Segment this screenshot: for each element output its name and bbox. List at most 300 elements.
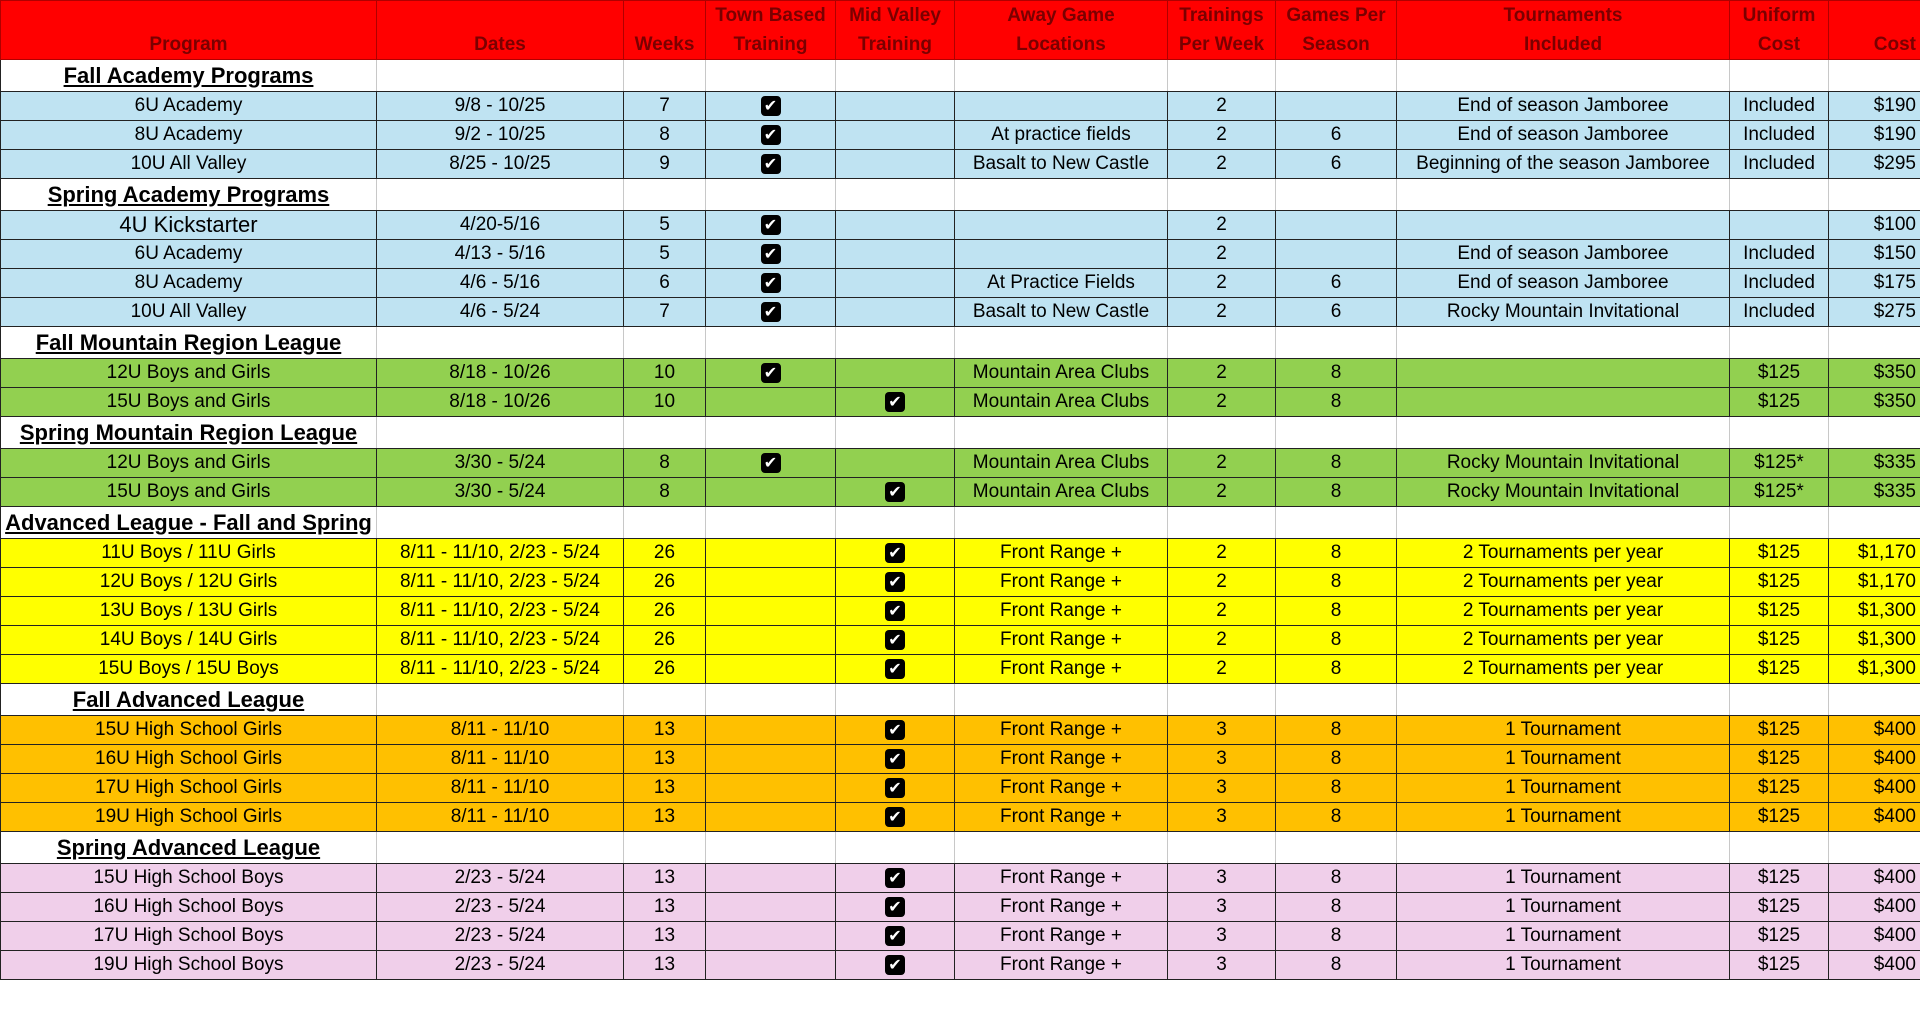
away-cell: Front Range + <box>955 864 1168 893</box>
mid-cell <box>836 864 955 893</box>
section-empty-cell <box>1168 327 1276 359</box>
table-row <box>1 922 1920 951</box>
cost-cell: $400 <box>1829 864 1920 893</box>
away-cell: Front Range + <box>955 893 1168 922</box>
program-cell: 8U Academy <box>1 269 377 298</box>
weeks-cell: 9 <box>624 150 706 179</box>
town-cell <box>706 655 836 684</box>
town-cell <box>706 893 836 922</box>
section-empty-cell <box>624 179 706 211</box>
away-cell: Front Range + <box>955 745 1168 774</box>
mid-cell <box>836 388 955 417</box>
checkbox-checked-icon: ✔ <box>885 543 905 563</box>
mid-cell <box>836 803 955 832</box>
checkbox-checked-icon: ✔ <box>885 749 905 769</box>
away-cell: Mountain Area Clubs <box>955 449 1168 478</box>
cost-cell: $275 <box>1829 298 1920 327</box>
section-empty-cell <box>624 832 706 864</box>
away-cell: Front Range + <box>955 597 1168 626</box>
uniform-cell: Included <box>1730 150 1829 179</box>
tournaments-cell: Rocky Mountain Invitational <box>1397 449 1730 478</box>
away-cell: At practice fields <box>955 121 1168 150</box>
tournaments-cell: 2 Tournaments per year <box>1397 655 1730 684</box>
dates-cell: 8/18 - 10/26 <box>377 388 624 417</box>
mid-cell <box>836 893 955 922</box>
weeks-cell: 26 <box>624 655 706 684</box>
header-program: Program <box>1 1 377 60</box>
section-empty-cell <box>1168 832 1276 864</box>
games-cell: 8 <box>1276 951 1397 980</box>
section-empty-cell <box>1397 507 1730 539</box>
section-empty-cell <box>1276 179 1397 211</box>
program-cell: 13U Boys / 13U Girls <box>1 597 377 626</box>
tournaments-cell: End of season Jamboree <box>1397 269 1730 298</box>
games-cell: 8 <box>1276 626 1397 655</box>
games-cell: 8 <box>1276 803 1397 832</box>
dates-cell: 8/11 - 11/10 <box>377 745 624 774</box>
section-empty-cell <box>1168 684 1276 716</box>
cost-cell: $335 <box>1829 478 1920 507</box>
games-cell: 8 <box>1276 597 1397 626</box>
checkbox-checked-icon: ✔ <box>761 302 781 322</box>
mid-cell <box>836 922 955 951</box>
mid-cell <box>836 359 955 388</box>
program-cell: 12U Boys and Girls <box>1 449 377 478</box>
away-cell: Mountain Area Clubs <box>955 388 1168 417</box>
cost-cell: $1,300 <box>1829 626 1920 655</box>
cost-cell: $295 <box>1829 150 1920 179</box>
mid-cell <box>836 121 955 150</box>
away-cell: Front Range + <box>955 774 1168 803</box>
program-cell: 12U Boys / 12U Girls <box>1 568 377 597</box>
cost-cell: $400 <box>1829 774 1920 803</box>
checkbox-checked-icon: ✔ <box>885 572 905 592</box>
table-row <box>1 774 1920 803</box>
mid-cell <box>836 449 955 478</box>
mid-cell <box>836 150 955 179</box>
mid-cell <box>836 655 955 684</box>
section-title: Fall Mountain Region League <box>1 327 377 359</box>
section-title: Advanced League - Fall and Spring <box>1 507 377 539</box>
program-cell: 4U Kickstarter <box>1 211 377 240</box>
section-empty-cell <box>836 60 955 92</box>
section-empty-cell <box>624 684 706 716</box>
table-row <box>1 269 1920 298</box>
dates-cell: 8/18 - 10/26 <box>377 359 624 388</box>
trainings-cell: 2 <box>1168 359 1276 388</box>
section-empty-cell <box>377 417 624 449</box>
weeks-cell: 13 <box>624 951 706 980</box>
uniform-cell: $125 <box>1730 626 1829 655</box>
uniform-cell: $125 <box>1730 774 1829 803</box>
header-dates: Dates <box>377 1 624 60</box>
games-cell <box>1276 92 1397 121</box>
section-empty-cell <box>1168 60 1276 92</box>
table-row <box>1 597 1920 626</box>
tournaments-cell: 2 Tournaments per year <box>1397 539 1730 568</box>
games-cell: 8 <box>1276 568 1397 597</box>
section-empty-cell <box>706 507 836 539</box>
section-header-row <box>1 417 1920 449</box>
weeks-cell: 6 <box>624 269 706 298</box>
uniform-cell: $125 <box>1730 388 1829 417</box>
header-weeks: Weeks <box>624 1 706 60</box>
town-cell <box>706 922 836 951</box>
section-empty-cell <box>1276 832 1397 864</box>
section-empty-cell <box>1829 417 1920 449</box>
checkbox-checked-icon: ✔ <box>761 244 781 264</box>
games-cell <box>1276 211 1397 240</box>
header-cost: Cost <box>1829 1 1920 60</box>
program-cell: 15U Boys / 15U Boys <box>1 655 377 684</box>
cost-cell: $350 <box>1829 359 1920 388</box>
checkbox-checked-icon: ✔ <box>885 630 905 650</box>
town-cell <box>706 745 836 774</box>
town-cell <box>706 568 836 597</box>
trainings-cell: 2 <box>1168 568 1276 597</box>
section-empty-cell <box>1168 507 1276 539</box>
games-cell <box>1276 240 1397 269</box>
section-empty-cell <box>1276 327 1397 359</box>
uniform-cell: $125 <box>1730 745 1829 774</box>
section-empty-cell <box>377 507 624 539</box>
uniform-cell: Included <box>1730 92 1829 121</box>
games-cell: 8 <box>1276 388 1397 417</box>
mid-cell <box>836 745 955 774</box>
away-cell: Front Range + <box>955 922 1168 951</box>
tournaments-cell: 1 Tournament <box>1397 893 1730 922</box>
section-empty-cell <box>955 417 1168 449</box>
dates-cell: 4/6 - 5/24 <box>377 298 624 327</box>
town-cell <box>706 150 836 179</box>
dates-cell: 9/2 - 10/25 <box>377 121 624 150</box>
program-cell: 10U All Valley <box>1 298 377 327</box>
section-empty-cell <box>836 179 955 211</box>
program-cell: 15U High School Boys <box>1 864 377 893</box>
uniform-cell: $125 <box>1730 864 1829 893</box>
table-row <box>1 951 1920 980</box>
uniform-cell: Included <box>1730 240 1829 269</box>
section-empty-cell <box>1276 507 1397 539</box>
away-cell: Front Range + <box>955 626 1168 655</box>
tournaments-cell: 1 Tournament <box>1397 864 1730 893</box>
dates-cell: 8/11 - 11/10, 2/23 - 5/24 <box>377 539 624 568</box>
section-empty-cell <box>377 832 624 864</box>
town-cell <box>706 716 836 745</box>
program-cell: 14U Boys / 14U Girls <box>1 626 377 655</box>
away-cell: Front Range + <box>955 716 1168 745</box>
program-cell: 16U High School Girls <box>1 745 377 774</box>
header-games-per-season: Games Per Season <box>1276 1 1397 60</box>
dates-cell: 2/23 - 5/24 <box>377 893 624 922</box>
section-empty-cell <box>624 60 706 92</box>
cost-cell: $100 <box>1829 211 1920 240</box>
tournaments-cell <box>1397 211 1730 240</box>
program-cell: 16U High School Boys <box>1 893 377 922</box>
games-cell: 8 <box>1276 922 1397 951</box>
games-cell: 8 <box>1276 539 1397 568</box>
cost-cell: $190 <box>1829 92 1920 121</box>
uniform-cell: $125 <box>1730 568 1829 597</box>
section-empty-cell <box>377 60 624 92</box>
program-cell: 8U Academy <box>1 121 377 150</box>
weeks-cell: 26 <box>624 626 706 655</box>
cost-cell: $400 <box>1829 951 1920 980</box>
trainings-cell: 3 <box>1168 893 1276 922</box>
section-empty-cell <box>955 179 1168 211</box>
away-cell: Front Range + <box>955 568 1168 597</box>
dates-cell: 8/11 - 11/10, 2/23 - 5/24 <box>377 568 624 597</box>
town-cell <box>706 449 836 478</box>
cost-cell: $1,300 <box>1829 597 1920 626</box>
section-empty-cell <box>955 60 1168 92</box>
section-empty-cell <box>624 507 706 539</box>
section-empty-cell <box>377 179 624 211</box>
section-empty-cell <box>836 417 955 449</box>
mid-cell <box>836 951 955 980</box>
checkbox-checked-icon: ✔ <box>761 273 781 293</box>
town-cell <box>706 539 836 568</box>
section-empty-cell <box>1397 684 1730 716</box>
section-empty-cell <box>1397 417 1730 449</box>
away-cell <box>955 92 1168 121</box>
table-row <box>1 449 1920 478</box>
away-cell: Front Range + <box>955 539 1168 568</box>
section-empty-cell <box>1397 179 1730 211</box>
program-cell: 19U High School Girls <box>1 803 377 832</box>
section-empty-cell <box>1730 832 1829 864</box>
games-cell: 8 <box>1276 359 1397 388</box>
tournaments-cell: 1 Tournament <box>1397 745 1730 774</box>
section-empty-cell <box>706 60 836 92</box>
section-empty-cell <box>1829 179 1920 211</box>
cost-cell: $175 <box>1829 269 1920 298</box>
section-empty-cell <box>955 507 1168 539</box>
dates-cell: 2/23 - 5/24 <box>377 864 624 893</box>
dates-cell: 8/11 - 11/10 <box>377 803 624 832</box>
dates-cell: 4/13 - 5/16 <box>377 240 624 269</box>
section-empty-cell <box>1829 507 1920 539</box>
weeks-cell: 8 <box>624 478 706 507</box>
tournaments-cell: 2 Tournaments per year <box>1397 568 1730 597</box>
program-cell: 12U Boys and Girls <box>1 359 377 388</box>
header-tournaments-included: Tournaments Included <box>1397 1 1730 60</box>
tournaments-cell: Beginning of the season Jamboree <box>1397 150 1730 179</box>
dates-cell: 2/23 - 5/24 <box>377 951 624 980</box>
town-cell <box>706 388 836 417</box>
program-cell: 15U Boys and Girls <box>1 388 377 417</box>
table-row <box>1 240 1920 269</box>
weeks-cell: 8 <box>624 121 706 150</box>
checkbox-checked-icon: ✔ <box>885 868 905 888</box>
town-cell <box>706 597 836 626</box>
section-empty-cell <box>1829 60 1920 92</box>
away-cell: Mountain Area Clubs <box>955 359 1168 388</box>
section-empty-cell <box>836 507 955 539</box>
uniform-cell: Included <box>1730 298 1829 327</box>
section-empty-cell <box>836 327 955 359</box>
cost-cell: $400 <box>1829 716 1920 745</box>
trainings-cell: 2 <box>1168 388 1276 417</box>
tournaments-cell: 1 Tournament <box>1397 803 1730 832</box>
tournaments-cell: End of season Jamboree <box>1397 92 1730 121</box>
section-empty-cell <box>1829 327 1920 359</box>
dates-cell: 9/8 - 10/25 <box>377 92 624 121</box>
section-empty-cell <box>706 179 836 211</box>
weeks-cell: 5 <box>624 211 706 240</box>
town-cell <box>706 298 836 327</box>
table-row <box>1 211 1920 240</box>
weeks-cell: 5 <box>624 240 706 269</box>
weeks-cell: 26 <box>624 568 706 597</box>
mid-cell <box>836 626 955 655</box>
section-header-row <box>1 832 1920 864</box>
tournaments-cell <box>1397 359 1730 388</box>
section-header-row <box>1 60 1920 92</box>
program-cell: 15U Boys and Girls <box>1 478 377 507</box>
trainings-cell: 2 <box>1168 597 1276 626</box>
games-cell: 8 <box>1276 864 1397 893</box>
trainings-cell: 3 <box>1168 803 1276 832</box>
section-empty-cell <box>1168 179 1276 211</box>
dates-cell: 8/11 - 11/10 <box>377 716 624 745</box>
mid-cell <box>836 211 955 240</box>
section-title: Spring Academy Programs <box>1 179 377 211</box>
section-header-row <box>1 179 1920 211</box>
table-row <box>1 388 1920 417</box>
tournaments-cell <box>1397 388 1730 417</box>
section-empty-cell <box>1276 417 1397 449</box>
weeks-cell: 13 <box>624 716 706 745</box>
mid-cell <box>836 298 955 327</box>
tournaments-cell: 1 Tournament <box>1397 716 1730 745</box>
tournaments-cell: 1 Tournament <box>1397 951 1730 980</box>
dates-cell: 8/11 - 11/10 <box>377 774 624 803</box>
uniform-cell: Included <box>1730 121 1829 150</box>
cost-cell: $1,170 <box>1829 539 1920 568</box>
cost-cell: $400 <box>1829 745 1920 774</box>
games-cell: 8 <box>1276 893 1397 922</box>
weeks-cell: 13 <box>624 922 706 951</box>
table-row <box>1 716 1920 745</box>
section-empty-cell <box>955 832 1168 864</box>
section-empty-cell <box>624 417 706 449</box>
games-cell: 6 <box>1276 269 1397 298</box>
section-title: Fall Academy Programs <box>1 60 377 92</box>
checkbox-checked-icon: ✔ <box>885 897 905 917</box>
section-empty-cell <box>377 684 624 716</box>
table-row <box>1 478 1920 507</box>
cost-cell: $400 <box>1829 922 1920 951</box>
uniform-cell: $125* <box>1730 478 1829 507</box>
away-cell <box>955 240 1168 269</box>
trainings-cell: 2 <box>1168 626 1276 655</box>
town-cell <box>706 240 836 269</box>
games-cell: 8 <box>1276 449 1397 478</box>
weeks-cell: 13 <box>624 745 706 774</box>
trainings-cell: 2 <box>1168 655 1276 684</box>
games-cell: 6 <box>1276 298 1397 327</box>
table-row <box>1 893 1920 922</box>
mid-cell <box>836 774 955 803</box>
table-row <box>1 150 1920 179</box>
tournaments-cell: Rocky Mountain Invitational <box>1397 298 1730 327</box>
tournaments-cell: Rocky Mountain Invitational <box>1397 478 1730 507</box>
dates-cell: 3/30 - 5/24 <box>377 449 624 478</box>
section-empty-cell <box>836 832 955 864</box>
tournaments-cell: 2 Tournaments per year <box>1397 626 1730 655</box>
trainings-cell: 2 <box>1168 269 1276 298</box>
section-empty-cell <box>955 327 1168 359</box>
away-cell: Basalt to New Castle <box>955 298 1168 327</box>
table-row <box>1 92 1920 121</box>
weeks-cell: 13 <box>624 774 706 803</box>
section-empty-cell <box>1829 832 1920 864</box>
town-cell <box>706 864 836 893</box>
section-empty-cell <box>706 684 836 716</box>
section-empty-cell <box>1397 60 1730 92</box>
section-empty-cell <box>624 327 706 359</box>
trainings-cell: 2 <box>1168 539 1276 568</box>
town-cell <box>706 803 836 832</box>
program-cell: 15U High School Girls <box>1 716 377 745</box>
weeks-cell: 13 <box>624 864 706 893</box>
checkbox-checked-icon: ✔ <box>761 96 781 116</box>
dates-cell: 8/11 - 11/10, 2/23 - 5/24 <box>377 597 624 626</box>
mid-cell <box>836 716 955 745</box>
uniform-cell: $125 <box>1730 359 1829 388</box>
town-cell <box>706 359 836 388</box>
section-empty-cell <box>1276 684 1397 716</box>
town-cell <box>706 626 836 655</box>
header-row <box>1 1 1920 60</box>
table-row <box>1 121 1920 150</box>
table-row <box>1 745 1920 774</box>
away-cell <box>955 211 1168 240</box>
trainings-cell: 2 <box>1168 211 1276 240</box>
games-cell: 8 <box>1276 478 1397 507</box>
section-empty-cell <box>1730 327 1829 359</box>
checkbox-checked-icon: ✔ <box>885 807 905 827</box>
section-empty-cell <box>1730 60 1829 92</box>
checkbox-checked-icon: ✔ <box>761 453 781 473</box>
section-empty-cell <box>1397 832 1730 864</box>
section-empty-cell <box>1730 179 1829 211</box>
section-empty-cell <box>1829 684 1920 716</box>
weeks-cell: 10 <box>624 359 706 388</box>
section-empty-cell <box>706 832 836 864</box>
mid-cell <box>836 539 955 568</box>
town-cell <box>706 211 836 240</box>
checkbox-checked-icon: ✔ <box>761 154 781 174</box>
uniform-cell: $125 <box>1730 539 1829 568</box>
uniform-cell: $125 <box>1730 951 1829 980</box>
dates-cell: 3/30 - 5/24 <box>377 478 624 507</box>
dates-cell: 8/11 - 11/10, 2/23 - 5/24 <box>377 626 624 655</box>
checkbox-checked-icon: ✔ <box>885 659 905 679</box>
section-empty-cell <box>836 684 955 716</box>
checkbox-checked-icon: ✔ <box>885 778 905 798</box>
mid-cell <box>836 478 955 507</box>
town-cell <box>706 121 836 150</box>
uniform-cell: Included <box>1730 269 1829 298</box>
trainings-cell: 3 <box>1168 745 1276 774</box>
section-header-row <box>1 684 1920 716</box>
weeks-cell: 13 <box>624 893 706 922</box>
weeks-cell: 26 <box>624 597 706 626</box>
weeks-cell: 8 <box>624 449 706 478</box>
away-cell: Mountain Area Clubs <box>955 478 1168 507</box>
